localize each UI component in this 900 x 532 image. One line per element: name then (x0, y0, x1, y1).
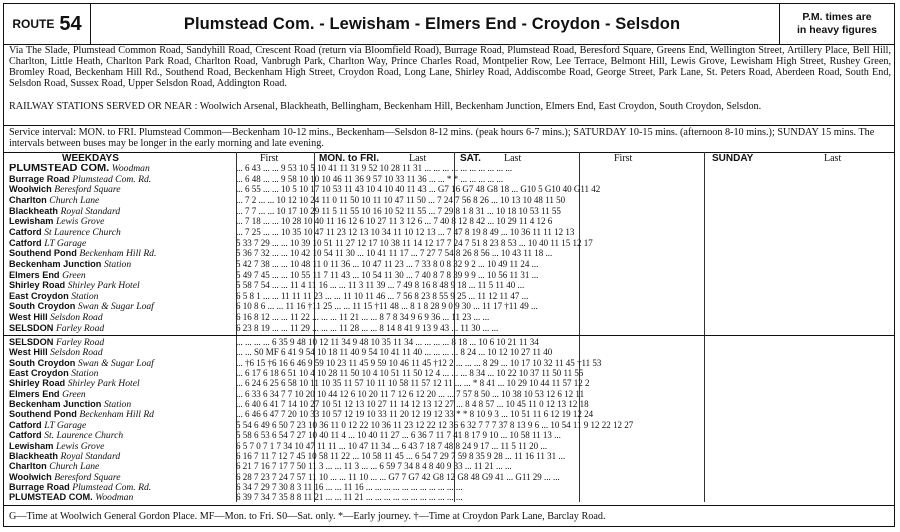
timetable-row: 6 5 7 0 7 1 7 34 10 47 11 11 ... 10 47 11 34 ... 6 43 7 18 7 48 8 24 9 17 ... 11 5 11 20 ... (236, 441, 548, 451)
first-header: First (260, 153, 279, 164)
timetable-row: 6 34 7 29 7 30 8 3 11 16 ... ... 11 16 ... ... ... ... ... ... ... ... ... ... ... (236, 482, 463, 492)
timetable-row: 6 21 7 16 7 17 7 50 11 3 ... ... 11 3 ... ... 6 59 7 34 8 4 8 40 9 33 ... 11 21 ... ... (236, 462, 512, 472)
timetable-row: 5 58 6 53 6 54 7 27 10 40 11 4 ... 10 40 11 27 ... 6 36 7 11 7 41 8 17 9 10 ... 10 58 11 13 ... (236, 431, 561, 441)
stop-name (9, 379, 231, 389)
stop-name (9, 313, 231, 323)
stop-name (9, 228, 231, 238)
weekdays-header: WEEKDAYS (62, 153, 119, 164)
timetable-row: 5 54 6 49 6 50 7 23 10 36 11 0 12 22 10 36 11 23 12 22 12 36 6 32 7 7 7 37 8 13 9 6 ... 10 54 11 9 12 22 12 27 (236, 420, 634, 430)
stop-name (9, 421, 231, 431)
stop-name-main: Catford (9, 431, 42, 441)
timetable-row: ... 6 40 6 41 7 14 10 27 10 51 12 13 10 27 11 14 12 13 12 27 ... 8 4 8 57 ... 10 45 11 0 12 13 12 18 (236, 400, 589, 410)
timetable-row: ... 7 7 ... ... 10 17 10 29 11 5 11 55 10 16 10 52 11 55 ... 7 29 8 1 8 31 ... 10 18 10 53 11 55 (236, 206, 561, 216)
stop-name-main: PLUMSTEAD COM. (9, 164, 110, 174)
stop-name-main: East Croydon (9, 291, 69, 301)
sat-header: SAT. (460, 153, 481, 164)
timetable-row: ... †6 15 †6 16 6 46 9 59 10 23 11 45 9 59 10 46 11 45 †12 2 ... ... ... 8 29 ... 10 17 10 32 11 45 †11 53 (236, 358, 602, 368)
stop-name (9, 348, 231, 358)
timetable-row: 6 28 7 23 7 24 7 57 11 10 ... ... 11 10 ... ... G7 7 G7 42 G8 12 G8 48 G9 41 ... G11 29 ... ... (236, 472, 560, 482)
timetable-row: ... 6 24 6 25 6 58 10 11 10 35 11 57 10 11 10 58 11 57 12 11 ... ... * 8 41 ... 10 29 10 44 11 57 12 2 (236, 379, 590, 389)
stop-name-main: Catford (9, 420, 42, 430)
route-label: ROUTE (12, 17, 55, 31)
stop-name (9, 207, 231, 217)
stop-name-main: SELSDON (9, 323, 54, 333)
stop-name-main: Beckenham Junction (9, 400, 102, 410)
divider (4, 125, 894, 126)
stop-name (9, 175, 231, 185)
stop-name-main: Shirley Road (9, 281, 66, 291)
stop-name-detail: St. Laurence Church (44, 431, 124, 441)
stop-name-main: Charlton (9, 195, 47, 205)
stop-name (9, 249, 231, 259)
timetable-row: ... ... S0 MF 6 41 9 54 10 18 11 40 9 54 10 41 11 40 ... ... ... ... 8 24 ... 10 12 10 27 11 40 (236, 348, 553, 358)
timetable-row: ... 6 48 ... ... 9 58 10 10 10 46 11 36 9 57 10 33 11 36 ... ... * * ... ... ... ... ... (236, 174, 504, 184)
timetable-row: 6 5 8 1 ... ... 11 11 11 23 ... ... 11 10 11 46 ... 7 56 8 23 8 55 9 25 ... 11 12 11 47 ... (236, 291, 529, 301)
mon-fri-last-header: Last (409, 153, 427, 164)
railway-stations-text: RAILWAY STATIONS SERVED OR NEAR : Woolwich Arsenal, Blackheath, Bellingham, Beckenham Hill, Beckenham Junction, Elmers End, East Croydon, South Croydon, Selsdon. (9, 101, 762, 112)
stop-name-main: Shirley Road (9, 379, 66, 389)
stop-name-main: SELSDON (9, 338, 54, 347)
stop-name-detail: Selsdon Road (50, 348, 103, 358)
stop-name-main: Blackheath (9, 206, 59, 216)
stop-name (9, 338, 231, 348)
stop-name-detail: Beckenham Hill Rd. (79, 249, 157, 259)
stop-name-detail: Station (71, 369, 99, 379)
stop-name-detail: LT Garage (44, 420, 87, 431)
stop-name (9, 281, 231, 291)
stop-name (9, 410, 231, 420)
stop-name-detail: LT Garage (44, 238, 87, 249)
timetable-row: ... ... ... ... 6 35 9 48 10 12 11 34 9 48 10 35 11 34 ... ... ... ... 8 18 ... 10 6 10 21 11 34 (236, 338, 539, 347)
sunday-header: SUNDAY (712, 153, 754, 164)
divider (4, 152, 894, 153)
timetable-row: 5 49 7 45 ... ... 10 55 11 7 11 43 ... 10 54 11 30 ... 7 40 8 7 8 39 9 9 ... 10 56 11 31 ... (236, 270, 539, 280)
sunday-first-header: First (614, 153, 633, 164)
route-number: 54 (59, 12, 82, 35)
divider (4, 335, 894, 336)
stop-name-main: West Hill (9, 348, 48, 358)
stop-name-detail: Shirley Park Hotel (67, 281, 140, 291)
stop-name (9, 239, 231, 249)
stop-name-detail: Station (103, 400, 132, 410)
sat-last-header: Last (504, 153, 522, 164)
stop-name-detail: Farley Road (55, 323, 105, 334)
stop-name-detail: Plumstead Com. Rd. (72, 482, 152, 493)
stop-name-detail: Swan & Sugar Loaf (77, 302, 154, 312)
stop-name-detail: Swan & Sugar Loaf (77, 358, 154, 369)
timetable-row: ... 6 33 6 34 7 7 10 20 10 44 12 6 10 20 11 7 12 6 12 20 ... ... 7 57 8 50 ... 10 38 10 53 12 6 12 11 (236, 389, 585, 399)
stop-name-detail: Royal Standard (60, 206, 121, 217)
stop-name-detail: Station (103, 259, 132, 270)
pm-note (779, 4, 894, 44)
stop-name (9, 431, 231, 441)
stop-name (9, 493, 231, 503)
stop-name-main: Burrage Road (9, 482, 70, 492)
timetable-row: ... 6 46 6 47 7 20 10 33 10 57 12 19 10 33 11 20 12 19 12 33 * * 8 10 9 3 ... 10 51 11 6 12 19 12 24 (236, 410, 594, 420)
stop-name-main: East Croydon (9, 369, 69, 379)
timetable-row: 6 23 8 19 ... ... 11 29 ... ... ... 11 28 ... ... 8 14 8 41 9 13 9 43 ... 11 30 ... ... (236, 323, 499, 333)
stop-name-detail: Shirley Park Hotel (67, 379, 140, 389)
timetable-row: 5 36 7 32 ... ... 10 42 10 54 11 30 ... 10 41 11 17 ... 7 27 7 54 8 26 8 56 ... 10 43 11 18 ... (236, 249, 553, 259)
stop-name-main: Beckenham Junction (9, 259, 102, 269)
stop-name-main: Lewisham (9, 441, 54, 451)
stop-name-detail: Church Lane (49, 462, 100, 472)
stop-name-detail: Beckenham Hill Rd (79, 410, 154, 420)
timetable-row: 5 42 7 38 ... ... 10 48 11 0 11 36 ... 10 47 11 23 ... 7 33 8 0 8 32 9 2 ... 10 49 11 24 ... (236, 259, 539, 269)
stop-name-main: Elmers End (9, 270, 60, 280)
stop-name (9, 473, 231, 483)
stop-name (9, 462, 231, 472)
stop-name-detail: Beresford Square (54, 185, 121, 195)
timetable-row: ... 7 25 ... ... 10 35 10 47 11 23 12 13 10 34 11 10 12 13 ... 7 47 8 19 8 49 ... 10 36 11 11 12 13 (236, 227, 575, 237)
stop-name (9, 260, 231, 270)
timetable-grid (4, 152, 894, 502)
stop-name (9, 400, 231, 410)
stop-name-main: Blackheath (9, 451, 59, 461)
pm-note-line1: P.M. times are (802, 11, 872, 23)
stop-name (9, 302, 231, 312)
divider (4, 505, 894, 506)
stop-name-main: Catford (9, 238, 42, 248)
header-bar (4, 4, 894, 45)
stop-name (9, 359, 231, 369)
stop-name-main: Burrage Road (9, 174, 70, 184)
stop-name (9, 196, 231, 206)
stop-name-detail: Woodman (111, 164, 150, 174)
stop-name-detail: Farley Road (55, 338, 105, 348)
stop-name-detail: Green (62, 389, 86, 400)
timetable-row: 6 16 8 12 ... ... 11 22 ... ... ... 11 21 ... ... 8 7 8 34 9 6 9 36 ... 11 23 ... ... (236, 313, 490, 323)
stop-name-main: South Croydon (9, 358, 76, 368)
stop-name-detail: Green (62, 270, 86, 280)
timetable-row: 5 33 7 29 ... ... 10 39 10 51 11 27 12 17 10 38 11 14 12 17 7 24 7 51 8 23 8 53 ... 10 40 11 15 12 17 (236, 238, 593, 248)
timetable-row: ... 7 18 ... ... 10 28 10 40 11 16 12 6 10 27 11 3 12 6 ... 7 40 8 12 8 42 ... 10 29 11 4 12 6 (236, 217, 553, 227)
stop-name (9, 164, 231, 174)
stop-name (9, 369, 231, 379)
timetable-row: ... 7 2 ... ... 10 12 10 24 11 0 11 50 10 11 10 47 11 50 ... 7 24 7 56 8 26 ... 10 13 10 48 11 50 (236, 195, 566, 205)
sunday-last-header: Last (824, 153, 842, 164)
stop-name-detail: St Laurence Church (44, 227, 121, 238)
stop-name-detail: Selsdon Road (50, 313, 103, 323)
stop-name (9, 483, 231, 493)
stop-name-main: Charlton (9, 462, 47, 472)
timetable-row: ... 6 43 ... ... 9 53 10 5 10 41 11 31 9 52 10 28 11 31 ... ... ... ... ... ... ... ... ... ... (236, 164, 513, 173)
mon-fri-header: MON. to FRI. (319, 153, 379, 164)
stop-name-main: PLUMSTEAD COM. (9, 493, 93, 503)
stop-name-main: Southend Pond (9, 410, 77, 420)
stop-name-main: Southend Pond (9, 249, 77, 259)
stop-name (9, 390, 231, 400)
timetable-row: 6 16 7 11 7 12 7 45 10 58 11 22 ... 10 58 11 45 ... 6 54 7 29 7 59 8 35 9 28 ... 11 16 11 31 ... (236, 451, 566, 461)
stop-name-main: Lewisham (9, 217, 54, 227)
stop-name-detail: Lewis Grove (55, 217, 105, 227)
stop-name (9, 324, 231, 334)
via-text: Via The Slade, Plumstead Common Road, Sandyhill Road, Crescent Road (return via Bloomfield Road), Burrage Road, Plumstead Road, Beresford Square, Greens End, Wellington Street, Artillery Place, Bell Hill, Charlton, Little Heath, Charlton Park Road, Charlton Road, Vanbrugh Park, Charlton Way, Prince Charles Road, Montpelier Row, Lee Terrace, Belmont Hill, Lewis Grove, Lewisham High Street, Rushey Green, Bromley Road, Beckenham Hill Rd., Southend Road, Beckenham High Street, Croydon Road, Long Lane, Shirley Road, Addiscombe Road, George Street, Park Lane, St. Peters Road, Aberdeen Road, South End, Selsdon Road, Sussex Road, Upper Selsdon Road, Addington Road. (9, 45, 891, 89)
stop-name (9, 292, 231, 302)
timetable-row: ... 6 55 ... ... 10 5 10 17 10 53 11 43 10 4 10 40 11 43 ... G7 16 G7 48 G8 18 ... G10 5 G10 40 G11 42 (236, 185, 601, 195)
stop-name-detail: Station (71, 291, 99, 302)
timetable-row: 5 58 7 54 ... ... 11 4 11 16 ... ... 11 3 11 39 ... 7 49 8 16 8 48 9 18 ... 11 5 11 40 ... (236, 281, 525, 291)
route-title: Plumstead Com. - Lewisham - Elmers End - Croydon - Selsdon (183, 14, 681, 33)
timetable-row: ... 6 17 6 18 6 51 10 4 10 28 11 50 10 4 10 51 11 50 12 4 ... ... ... 8 34 ... 10 22 10 37 11 50 11 55 (236, 369, 584, 379)
service-interval-text: Service interval: MON. to FRI. Plumstead Common—Beckenham 10-12 mins., Beckenham—Selsdon 8-12 mins. (peak hours 6-7 mins.); SATURDAY 10-15 mins. (afternoon 8-10 mins.); SUNDAY 15 mins. The intervals between buses may be longer in the early morning and late evening. (9, 127, 875, 149)
stop-name (9, 217, 231, 227)
stop-name-main: West Hill (9, 313, 48, 323)
stop-name-detail: Plumstead Com. Rd. (72, 174, 152, 185)
stop-name-detail: Beresford Square (54, 472, 121, 483)
pm-note-line2: in heavy figures (797, 24, 877, 36)
timetable-row: 6 39 7 34 7 35 8 8 11 21 ... ... 11 21 ... ... ... ... ... ... ... ... ... ... ... (236, 493, 463, 503)
stop-name-detail: Church Lane (49, 195, 100, 206)
route-box (4, 4, 91, 44)
stop-name (9, 271, 231, 281)
stop-name-main: Catford (9, 227, 42, 237)
timetable-row: 6 10 8 6 ... ... 11 16 †11 25 ... ... 11 15 †11 48 ... 8 1 8 28 9 0 9 30 ... 11 17 †11 49 ... (236, 302, 538, 312)
stop-name-main: South Croydon (9, 302, 76, 312)
stop-name-main: Woolwich (9, 472, 52, 482)
stop-name (9, 452, 231, 462)
stop-name-detail: Lewis Grove (55, 441, 105, 451)
stop-name-main: Woolwich (9, 185, 52, 195)
stop-name (9, 185, 231, 195)
stop-name-main: Elmers End (9, 389, 60, 399)
footnotes: G—Time at Woolwich General Gordon Place. MF—Mon. to Fri. S0—Sat. only. *—Early journey. †—Time at Croydon Park Lane, Barclay Road. (9, 511, 606, 522)
timetable-sheet (3, 3, 895, 527)
stop-name-detail: Royal Standard (60, 451, 121, 462)
stop-name (9, 442, 231, 452)
stop-name-detail: Woodman (95, 493, 134, 503)
